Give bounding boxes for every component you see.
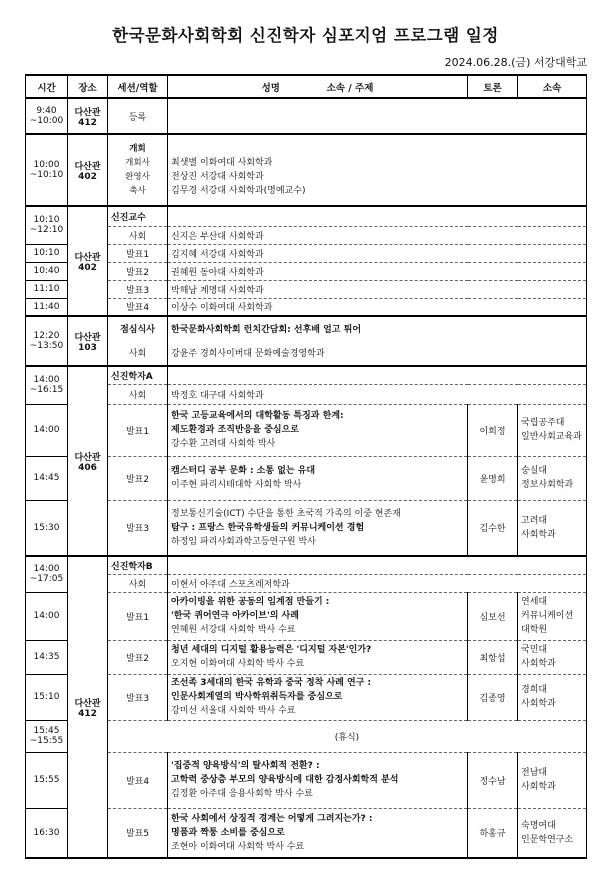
content-cell: '집중적 양육방식'의 탈사회적 전환? : 고학력 중상층 부모의 양육방식에 대한 감정사회학적 분석 김정환 아주대 응용사회학 박사 수료 <box>168 752 468 808</box>
role-cell: 발표3 <box>108 674 168 720</box>
time-cell: 15:10 <box>26 674 68 720</box>
table-row <box>26 456 587 500</box>
discussant-cell: 정수남 <box>468 752 518 808</box>
content-cell: 한국문화사회학회 런치간담회: 선후배 얼고 튀어 <box>168 316 587 340</box>
content-cell: 김지혜 서강대 사회학과 <box>168 244 587 262</box>
table-row <box>26 752 587 808</box>
table-row <box>26 134 587 206</box>
role-cell: 발표2 <box>108 640 168 674</box>
table-row <box>26 298 587 316</box>
content-cell: 이상수 이화여대 사회학과 <box>168 298 587 316</box>
content-cell: 박해남 계명대 사회학과 <box>168 280 587 298</box>
time-cell: 10:10 <box>26 244 68 262</box>
table-row <box>26 808 587 858</box>
venue-cell: 다산관 103 <box>68 316 108 366</box>
time-cell: 14:00 ~17:05 <box>26 556 68 592</box>
table-row <box>26 262 587 280</box>
table-row <box>26 316 587 340</box>
discussant-cell: 이희정 <box>468 404 518 456</box>
role-cell: 발표5 <box>108 808 168 858</box>
time-cell: 16:30 <box>26 808 68 858</box>
role-cell: 발표1 <box>108 592 168 640</box>
session-label: 신진학자B <box>108 556 168 574</box>
venue-cell: 다산관 402 <box>68 206 108 316</box>
header-time: 시간 <box>26 75 68 98</box>
table-header <box>26 75 587 98</box>
role-cell: 발표1 <box>108 244 168 262</box>
role-cell: 발표3 <box>108 280 168 298</box>
role-cell: 사회 <box>108 574 168 592</box>
table-row <box>26 226 587 244</box>
header-disc-affil: 소속 <box>518 75 587 98</box>
content-cell: 이현서 아주대 스포츠레저학과 <box>168 574 587 592</box>
role-cell: 등록 <box>108 98 168 134</box>
content-cell: 한국 고등교육에서의 대학활동 특징과 한계: 제도환경과 조직반응을 중심으로 강수환 고려대 사회학 박사 <box>168 404 468 456</box>
discussant-cell: 윤명희 <box>468 456 518 500</box>
role-cell: 발표3 <box>108 500 168 556</box>
table-row <box>26 340 587 366</box>
role-cell: 발표1 <box>108 404 168 456</box>
role-cell: 사회 <box>108 340 168 366</box>
program-table <box>25 74 587 859</box>
time-cell: 14:00 ~16:15 <box>26 366 68 404</box>
table-row <box>26 206 587 226</box>
discussant-affil-cell: 고려대 사회학과 <box>518 500 587 556</box>
venue-cell: 다산관 402 <box>68 134 108 206</box>
discussant-cell: 최항섭 <box>468 640 518 674</box>
time-cell: 14:00 <box>26 404 68 456</box>
content-cell: 아카이빙을 위한 공동의 임계점 만들기 : '한국 퀴어연극 아카이브'의 사례 연혜원 서강대 사회학 박사 수료 <box>168 592 468 640</box>
content-cell: 청년 세대의 디지털 활용능력은 '디지털 자본'인가? 오지현 이화여대 사회학 박사 수료 <box>168 640 468 674</box>
date-venue: 2024.06.28.(금) 서강대학교 <box>444 56 587 69</box>
role-cell: 발표2 <box>108 456 168 500</box>
break-cell: (휴식) <box>108 720 587 752</box>
discussant-affil-cell: 경희대 사회학과 <box>518 674 587 720</box>
role-cell: 사회 <box>108 226 168 244</box>
table-row <box>26 556 587 574</box>
discussant-affil-cell: 숭실대 정보사회학과 <box>518 456 587 500</box>
time-cell: 11:40 <box>26 298 68 316</box>
time-cell: 15:45 ~15:55 <box>26 720 68 752</box>
header-speaker-affil <box>168 75 468 98</box>
session-label: 신진학자A <box>108 366 168 384</box>
discussant-cell: 심보선 <box>468 592 518 640</box>
table-row <box>26 574 587 592</box>
table-row <box>26 404 587 456</box>
time-cell: 15:30 <box>26 500 68 556</box>
venue-cell: 다산관 406 <box>68 366 108 556</box>
header-role: 세션/역할 <box>108 75 168 98</box>
role-cell: 발표4 <box>108 298 168 316</box>
content-cell: 캠스터디 공부 문화 : 소통 없는 유대 이주현 파리시테대학 사회학 박사 <box>168 456 468 500</box>
time-cell: 9:40 ~10:00 <box>26 98 68 134</box>
table-row <box>26 674 587 720</box>
role-cell: 발표2 <box>108 262 168 280</box>
content-cell: 권혜원 동아대 사회학과 <box>168 262 587 280</box>
content-cell <box>168 556 587 574</box>
venue-cell: 다산관 412 <box>68 556 108 858</box>
discussant-affil-cell: 숙명여대 인문학연구소 <box>518 808 587 858</box>
discussant-cell: 하홍규 <box>468 808 518 858</box>
role-cell: 발표4 <box>108 752 168 808</box>
discussant-cell: 김수한 <box>468 500 518 556</box>
discussant-affil-cell: 연세대 커뮤니케이션 대학원 <box>518 592 587 640</box>
table-row <box>26 244 587 262</box>
content-cell: 박정호 대구대 사회학과 <box>168 384 587 404</box>
session-label: 신진교수 <box>108 206 168 226</box>
time-cell: 14:45 <box>26 456 68 500</box>
header-affil: 소속 / 주제 <box>326 82 374 94</box>
table-row <box>26 500 587 556</box>
content-cell: 최샛별 이화여대 사회학과 전상진 서강대 사회학과 김무경 서강대 사회학과(명예교수) <box>168 134 587 206</box>
time-cell: 10:10 ~12:10 <box>26 206 68 244</box>
discussant-affil-cell: 전남대 사회학과 <box>518 752 587 808</box>
time-cell: 10:00 ~10:10 <box>26 134 68 206</box>
table-row <box>26 384 587 404</box>
header-discussant: 토론 <box>468 75 518 98</box>
header-venue: 장소 <box>68 75 108 98</box>
content-cell <box>168 98 587 134</box>
table-row <box>26 592 587 640</box>
role-cell: 점심식사 <box>108 316 168 340</box>
content-cell: 정보통신기술(ICT) 수단을 통한 초국적 가족의 이중 현존재 탐구 : 프랑스 한국유학생들의 커뮤니케이션 경험 하정임 파리사회과학고등연구원 박사 <box>168 500 468 556</box>
header-speaker: 성명 <box>261 82 280 94</box>
discussant-affil-cell: 국민대 사회학과 <box>518 640 587 674</box>
table-row <box>26 366 587 384</box>
time-cell: 10:40 <box>26 262 68 280</box>
discussant-cell: 김종영 <box>468 674 518 720</box>
content-cell: 신지은 부산대 사회학과 <box>168 226 587 244</box>
discussant-affil-cell: 국립공주대 일반사회교육과 <box>518 404 587 456</box>
content-cell: 조선족 3세대의 한국 유학과 중국 정착 사례 연구 : 인문사회계열의 박사학위취득자를 중심으로 강미선 서울대 사회학 박사 수료 <box>168 674 468 720</box>
table-row <box>26 720 587 752</box>
time-cell: 15:55 <box>26 752 68 808</box>
table-row <box>26 98 587 134</box>
time-cell: 14:00 <box>26 592 68 640</box>
time-cell: 11:10 <box>26 280 68 298</box>
role-cell: 사회 <box>108 384 168 404</box>
role-cell: 개회 개회사 환영사 축사 <box>108 134 168 206</box>
time-cell: 14:35 <box>26 640 68 674</box>
venue-cell: 다산관 412 <box>68 98 108 134</box>
time-cell: 12:20 ~13:50 <box>26 316 68 366</box>
table-row <box>26 640 587 674</box>
content-cell: 한국 사회에서 상징적 경계는 어떻게 그려지는가? : 명품과 짝퉁 소비를 중심으로 조현아 이화여대 사회학 박사 수료 <box>168 808 468 858</box>
content-cell <box>168 366 587 384</box>
content-cell: 강윤주 경희사이버대 문화예술경영학과 <box>168 340 587 366</box>
page-title: 한국문화사회학회 신진학자 심포지엄 프로그램 일정 <box>112 26 499 45</box>
table-row <box>26 280 587 298</box>
content-cell <box>168 206 587 226</box>
